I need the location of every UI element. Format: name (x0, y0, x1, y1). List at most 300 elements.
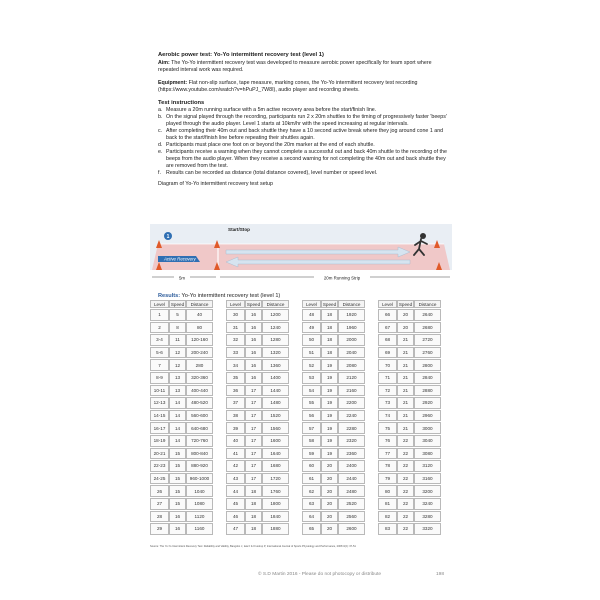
table-cell: 18 (245, 498, 262, 510)
table-cell: 18 (245, 511, 262, 523)
table-cell: 2400 (338, 460, 365, 472)
column-header: Distance (338, 300, 365, 308)
start-stop-label: Start/Stop (228, 227, 250, 232)
table-cell: 20 (321, 473, 338, 485)
table-cell: 2840 (414, 372, 441, 384)
table-cell: 2640 (414, 309, 441, 321)
table-cell: 70 (378, 359, 397, 371)
results-text: Yo-Yo intermittent recovery test (level 1) (181, 293, 281, 299)
table-cell: 65 (302, 523, 321, 535)
table-row (302, 485, 365, 497)
table-cell: 800-840 (186, 448, 213, 460)
table-cell: 14-15 (150, 410, 169, 422)
step-text: Participants receive a warning when they cannot complete a successful out and back 40m shuttle to the recording of the beeps from the audio player. When they receive a second warning for not completing the 40m out and back shuttle they are removed from the test. (166, 149, 447, 170)
table-row (150, 397, 213, 409)
table-row (150, 422, 213, 434)
table-cell: 19 (321, 372, 338, 384)
column-header: Level (226, 300, 245, 308)
table-cell: 1760 (262, 485, 289, 497)
table-cell: 2200 (338, 397, 365, 409)
results-table (378, 299, 441, 536)
table-row (226, 372, 289, 384)
table-cell: 55 (302, 397, 321, 409)
table-cell: 2 (150, 322, 169, 334)
table-cell: 2720 (414, 334, 441, 346)
step-text: Results can be recorded as distance (total distance covered), level number or speed level. (166, 170, 378, 177)
table-cell: 1680 (262, 460, 289, 472)
table-row (226, 347, 289, 359)
table-row (150, 410, 213, 422)
running-strip (152, 244, 450, 270)
table-cell: 15 (169, 460, 186, 472)
aim-paragraph (158, 60, 448, 74)
table-cell: 1360 (262, 359, 289, 371)
table-cell: 480-520 (186, 397, 213, 409)
equipment-label: Equipment: (158, 79, 188, 86)
footer-text: © S.D Martin 2016 - Please do not photocopy or distribute (258, 572, 381, 577)
table-cell: 60 (302, 460, 321, 472)
table-row (378, 435, 441, 447)
table-cell: 8-9 (150, 372, 169, 384)
table-cell: 1520 (262, 410, 289, 422)
table-row (226, 397, 289, 409)
table-row (150, 347, 213, 359)
table-cell: 120-160 (186, 334, 213, 346)
table-cell: 21 (397, 385, 414, 397)
table-cell: 46 (226, 511, 245, 523)
step-text: Participants must place one foot on or beyond the 20m marker at the end of each shuttle. (166, 142, 375, 149)
table-cell: 49 (302, 322, 321, 334)
table-cell: 76 (378, 435, 397, 447)
table-cell: 17 (245, 410, 262, 422)
table-cell: 22 (397, 460, 414, 472)
table-cell: 21 (397, 347, 414, 359)
table-row (226, 473, 289, 485)
dimension-5m: 5m (178, 275, 186, 281)
test-setup-diagram (148, 222, 454, 290)
step-letter: a. (158, 107, 163, 114)
table-cell: 77 (378, 448, 397, 460)
table-cell: 1240 (262, 322, 289, 334)
table-row (378, 422, 441, 434)
table-cell: 14 (169, 422, 186, 434)
table-row (150, 385, 213, 397)
table-cell: 19 (321, 385, 338, 397)
table-cell: 1280 (262, 334, 289, 346)
table-row (226, 359, 289, 371)
table-cell: 20 (321, 511, 338, 523)
table-cell: 57 (302, 422, 321, 434)
column-header: Speed (398, 301, 413, 307)
table-cell: 8 (169, 322, 186, 334)
table-cell: 69 (378, 347, 397, 359)
table-cell: 13 (169, 385, 186, 397)
aim-label: Aim: (158, 59, 170, 66)
table-cell: 2760 (414, 347, 441, 359)
table-header-row (378, 300, 441, 308)
table-cell: 3280 (414, 511, 441, 523)
table-cell: 16 (245, 334, 262, 346)
table-row (302, 460, 365, 472)
table-header-row (302, 300, 365, 308)
table-cell: 26 (150, 485, 169, 497)
table-cell: 20 (321, 523, 338, 535)
results-table (226, 299, 289, 536)
table-cell: 47 (226, 523, 245, 535)
table-row (302, 523, 365, 535)
table-row (378, 410, 441, 422)
table-cell: 2040 (338, 347, 365, 359)
table-row (150, 359, 213, 371)
column-header: Level (150, 300, 169, 308)
table-row (378, 523, 441, 535)
table-cell: 5 (169, 309, 186, 321)
table-cell: 32 (226, 334, 245, 346)
instruction-list (158, 107, 448, 177)
instruction-item (158, 149, 448, 170)
cone-number: 1 (166, 234, 170, 240)
table-cell: 16 (169, 511, 186, 523)
table-cell: 17 (245, 435, 262, 447)
table-cell: 2600 (338, 523, 365, 535)
table-cell: 22 (397, 523, 414, 535)
table-row (302, 347, 365, 359)
table-cell: 16-17 (150, 422, 169, 434)
table-cell: 3000 (414, 422, 441, 434)
table-cell: 22 (397, 485, 414, 497)
table-cell: 18 (245, 485, 262, 497)
table-cell: 42 (226, 460, 245, 472)
table-cell: 12 (169, 359, 186, 371)
table-row (378, 397, 441, 409)
table-cell: 17 (245, 473, 262, 485)
table-cell: 43 (226, 473, 245, 485)
table-cell: 50 (302, 334, 321, 346)
table-cell: 19 (321, 359, 338, 371)
table-cell: 83 (378, 523, 397, 535)
table-cell: 1400 (262, 372, 289, 384)
equipment-text: Flat non-slip surface, tape measure, marking cones, the Yo-Yo intermittent recovery test recording (https://www.youtube.com/watch?v=hPuPJ_7W8I), audio player and recording sheets. (158, 79, 418, 93)
table-cell: 2800 (414, 359, 441, 371)
table-cell: 58 (302, 435, 321, 447)
table-cell: 2520 (338, 498, 365, 510)
table-cell: 82 (378, 511, 397, 523)
table-cell: 11 (169, 334, 186, 346)
table-cell: 2440 (338, 473, 365, 485)
table-row (226, 485, 289, 497)
table-cell: 29 (150, 523, 169, 535)
table-cell: 78 (378, 460, 397, 472)
table-cell: 22-23 (150, 460, 169, 472)
table-cell: 72 (378, 385, 397, 397)
table-cell: 3080 (414, 448, 441, 460)
table-row (226, 460, 289, 472)
table-cell: 44 (226, 485, 245, 497)
step-letter: b. (158, 114, 163, 121)
table-cell: 27 (150, 498, 169, 510)
table-cell: 2160 (338, 385, 365, 397)
table-cell: 80 (378, 485, 397, 497)
table-cell: 1720 (262, 473, 289, 485)
table-cell: 1440 (262, 385, 289, 397)
table-cell: 62 (302, 485, 321, 497)
table-cell: 2000 (338, 334, 365, 346)
table-cell: 10-11 (150, 385, 169, 397)
table-row (150, 448, 213, 460)
table-row (150, 485, 213, 497)
table-row (226, 422, 289, 434)
table-row (378, 334, 441, 346)
table-header-row (150, 300, 213, 308)
table-cell: 79 (378, 473, 397, 485)
aim-text: The Yo-Yo intermittent recovery test was developed to measure aerobic power specifically for team sport where repeated interval work was required. (158, 59, 432, 73)
table-row (226, 334, 289, 346)
table-row (378, 359, 441, 371)
table-row (150, 523, 213, 535)
table-row (226, 309, 289, 321)
table-cell: 14 (169, 410, 186, 422)
table-cell: 2320 (338, 435, 365, 447)
table-cell: 18 (321, 334, 338, 346)
source-citation: Source: The Yo-Yo Intermittent Recovery Test: Reliability and Validity, Bangsbo J, Iaia F & Krustrup P, International Journal of Sports Physiology and Performance, 2008 3(2): 37-51 (150, 545, 356, 548)
table-row (226, 322, 289, 334)
table-cell: 18 (321, 309, 338, 321)
table-cell: 45 (226, 498, 245, 510)
table-row (302, 473, 365, 485)
table-cell: 24-25 (150, 473, 169, 485)
step-letter: d. (158, 142, 163, 149)
table-cell: 2560 (338, 511, 365, 523)
column-header: Level (302, 300, 321, 308)
table-cell: 7 (150, 359, 169, 371)
table-row (302, 372, 365, 384)
table-cell: 21 (397, 410, 414, 422)
table-cell: 19 (321, 397, 338, 409)
table-cell: 2960 (414, 410, 441, 422)
table-cell: 3200 (414, 485, 441, 497)
table-row (378, 347, 441, 359)
table-row (150, 435, 213, 447)
step-letter: f. (158, 170, 161, 177)
table-cell: 2080 (338, 359, 365, 371)
table-cell: 16 (245, 347, 262, 359)
table-cell: 21 (397, 359, 414, 371)
table-row (302, 498, 365, 510)
table-cell: 1320 (262, 347, 289, 359)
table-row (226, 448, 289, 460)
table-row (226, 435, 289, 447)
table-cell: 38 (226, 410, 245, 422)
table-cell: 1800 (262, 498, 289, 510)
table-cell: 22 (397, 448, 414, 460)
table-row (302, 397, 365, 409)
table-row (378, 511, 441, 523)
instructions-heading: Test instructions (158, 99, 205, 106)
table-cell: 3040 (414, 435, 441, 447)
table-cell: 1080 (186, 498, 213, 510)
instruction-item (158, 142, 448, 149)
text-content (158, 52, 448, 188)
table-cell: 3160 (414, 473, 441, 485)
table-row (150, 498, 213, 510)
table-cell: 1920 (338, 309, 365, 321)
step-text: Measure a 20m running surface with a 5m active recovery area before the start/finish line. (166, 107, 377, 114)
table-row (302, 435, 365, 447)
table-cell: 17 (245, 385, 262, 397)
table-cell: 1840 (262, 511, 289, 523)
results-table (302, 299, 365, 536)
table-cell: 2920 (414, 397, 441, 409)
table-row (302, 322, 365, 334)
table-row (150, 372, 213, 384)
table-cell: 67 (378, 322, 397, 334)
table-cell: 22 (397, 435, 414, 447)
table-row (378, 460, 441, 472)
table-row (226, 410, 289, 422)
table-cell: 18 (321, 347, 338, 359)
table-cell: 71 (378, 372, 397, 384)
table-row (150, 511, 213, 523)
table-row (226, 523, 289, 535)
page-number: 198 (436, 572, 445, 577)
table-cell: 59 (302, 448, 321, 460)
diagram-title: Diagram of Yo-Yo intermittent recovery test setup (158, 181, 273, 188)
table-cell: 1200 (262, 309, 289, 321)
table-cell: 2360 (338, 448, 365, 460)
table-cell: 1600 (262, 435, 289, 447)
table-cell: 14 (169, 397, 186, 409)
dimension-20m: 20m Running Strip (323, 275, 361, 281)
table-row (302, 422, 365, 434)
table-cell: 2880 (414, 385, 441, 397)
table-cell: 19 (321, 435, 338, 447)
table-row (150, 473, 213, 485)
table-cell: 400-440 (186, 385, 213, 397)
table-cell: 20 (321, 498, 338, 510)
table-cell: 61 (302, 473, 321, 485)
table-cell: 40 (226, 435, 245, 447)
table-cell: 19 (321, 422, 338, 434)
table-row (302, 410, 365, 422)
column-header: Distance (414, 300, 441, 308)
results-label: Results: (158, 293, 181, 299)
table-cell: 64 (302, 511, 321, 523)
table-cell: 40 (186, 309, 213, 321)
table-cell: 68 (378, 334, 397, 346)
table-cell: 880-920 (186, 460, 213, 472)
table-cell: 17 (245, 460, 262, 472)
table-cell: 2120 (338, 372, 365, 384)
table-cell: 1560 (262, 422, 289, 434)
table-cell: 17 (245, 397, 262, 409)
table-row (302, 448, 365, 460)
table-cell: 16 (245, 372, 262, 384)
table-cell: 30 (226, 309, 245, 321)
table-cell: 21 (397, 334, 414, 346)
table-row (226, 498, 289, 510)
table-cell: 80 (186, 322, 213, 334)
table-cell: 1880 (262, 523, 289, 535)
table-cell: 5-6 (150, 347, 169, 359)
table-cell: 2240 (338, 410, 365, 422)
table-cell: 16 (169, 523, 186, 535)
step-letter: e. (158, 149, 163, 156)
table-row (302, 359, 365, 371)
table-cell: 20 (397, 322, 414, 334)
table-cell: 31 (226, 322, 245, 334)
table-cell: 1120 (186, 511, 213, 523)
table-cell: 28 (150, 511, 169, 523)
table-cell: 3-4 (150, 334, 169, 346)
column-header: Speed (322, 301, 337, 307)
table-cell: 640-680 (186, 422, 213, 434)
table-cell: 2280 (338, 422, 365, 434)
table-cell: 34 (226, 359, 245, 371)
table-cell: 21 (397, 422, 414, 434)
table-cell: 18 (321, 322, 338, 334)
table-cell: 16 (245, 359, 262, 371)
table-cell: 3240 (414, 498, 441, 510)
table-cell: 3120 (414, 460, 441, 472)
table-cell: 63 (302, 498, 321, 510)
table-cell: 51 (302, 347, 321, 359)
table-cell: 12-13 (150, 397, 169, 409)
table-row (302, 309, 365, 321)
table-cell: 75 (378, 422, 397, 434)
table-cell: 1160 (186, 523, 213, 535)
table-row (378, 372, 441, 384)
table-cell: 13 (169, 372, 186, 384)
table-row (378, 385, 441, 397)
table-cell: 3320 (414, 523, 441, 535)
table-cell: 1040 (186, 485, 213, 497)
active-recovery-label: Active Recovery (164, 256, 196, 262)
table-cell: 17 (245, 448, 262, 460)
table-cell: 22 (397, 473, 414, 485)
column-header: Speed (246, 301, 261, 307)
table-row (378, 322, 441, 334)
table-cell: 1640 (262, 448, 289, 460)
table-row (302, 385, 365, 397)
table-cell: 33 (226, 347, 245, 359)
table-cell: 16 (245, 322, 262, 334)
table-row (378, 473, 441, 485)
table-cell: 54 (302, 385, 321, 397)
table-cell: 1480 (262, 397, 289, 409)
instruction-item (158, 128, 448, 142)
instruction-item (158, 114, 448, 128)
table-cell: 48 (302, 309, 321, 321)
step-text: On the signal played through the recording, participants run 2 x 20m shuttles to the timing of progressively faster 'beeps' played through the audio player. Level 1 starts at 10km/hr with the speed increasing at regular intervals. (166, 114, 447, 128)
table-row (302, 334, 365, 346)
table-cell: 280 (186, 359, 213, 371)
results-tables (150, 299, 450, 545)
table-cell: 960-1000 (186, 473, 213, 485)
table-cell: 1960 (338, 322, 365, 334)
table-cell: 73 (378, 397, 397, 409)
table-cell: 20 (321, 485, 338, 497)
table-cell: 36 (226, 385, 245, 397)
table-cell: 17 (245, 422, 262, 434)
table-row (150, 460, 213, 472)
table-cell: 12 (169, 347, 186, 359)
table-cell: 720-760 (186, 435, 213, 447)
column-header: Level (378, 300, 397, 308)
table-cell: 66 (378, 309, 397, 321)
equipment-paragraph (158, 80, 448, 94)
table-cell: 200-240 (186, 347, 213, 359)
table-cell: 1 (150, 309, 169, 321)
